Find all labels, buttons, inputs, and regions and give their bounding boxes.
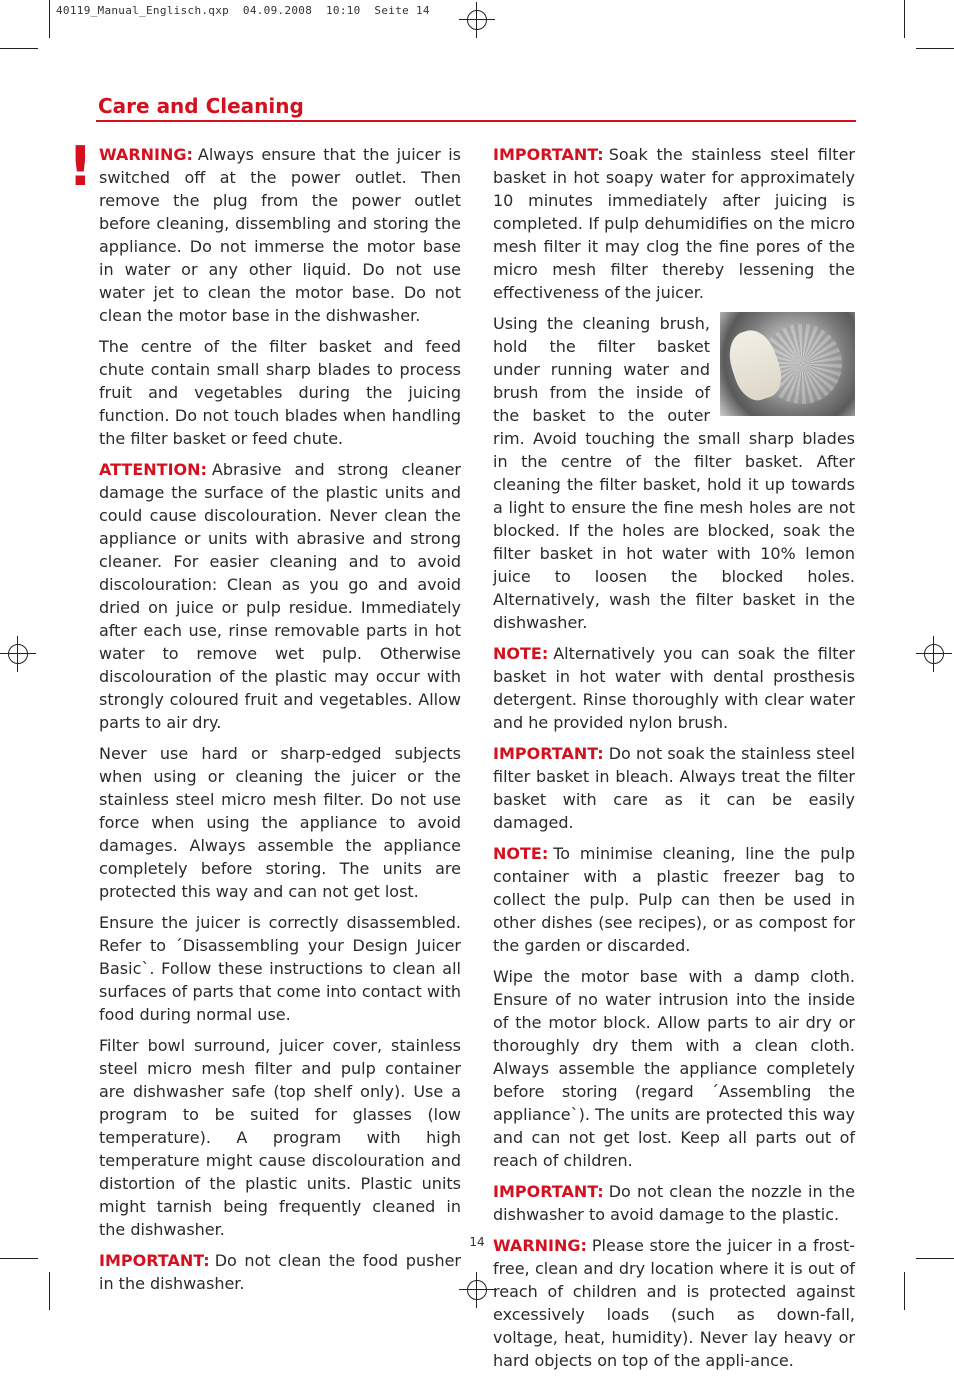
paragraph-text: Soak the stainless steel filter basket in hot soapy water for approximately 10 minutes immediately after juicing is completed. If pulp dehumidifies on the micro mesh filter it may clog the fine pores of the micro mesh filter thereby lessening the effectiveness of the juicer. (493, 145, 855, 302)
paragraph (493, 1180, 855, 1226)
title-divider (96, 120, 856, 122)
crop-mark (0, 1258, 38, 1259)
paragraph-text: Filter bowl surround, juicer cover, stainless steel micro mesh filter and pulp container are dishwasher safe (top shelf only). Use a program to be suited for glasses (low temperature). A program with high temperature might cause discolouration and distortion of the plastic units. Plastic units might tarnish being frequently cleaned in the dishwasher. (99, 1036, 461, 1239)
paragraph-text: Ensure the juicer is correctly disassembled. Refer to ´Disassembling your Design Juicer Basic`. Follow these instructions to clean all surfaces of parts that come into contact with food during normal use. (99, 913, 461, 1024)
paragraph (493, 842, 855, 957)
paragraph (493, 742, 855, 834)
registration-mark-left (0, 636, 36, 672)
paragraph (99, 742, 461, 903)
paragraph-text: Do not clean the food pusher in the dishwasher. (99, 1251, 461, 1293)
paragraph (493, 143, 855, 304)
paragraph (99, 458, 461, 734)
paragraph-text: The centre of the filter basket and feed chute contain small sharp blades to process fruit and vegetables during the juicing function. Do not touch blades when handling the filter basket or feed chute. (99, 337, 461, 448)
crop-mark (49, 1272, 50, 1310)
registration-mark-bottom (459, 1272, 495, 1308)
paragraph-text: Alternatively you can soak the filter basket in hot water with dental prosthesis detergent. Rinse thoroughly with clear water and he provided nylon brush. (493, 644, 855, 732)
paragraph (99, 335, 461, 450)
section-title: Care and Cleaning (98, 94, 304, 118)
crop-mark (0, 48, 38, 49)
paragraph-keyword: IMPORTANT: (493, 1182, 604, 1201)
right-column (493, 143, 855, 1380)
paragraph-keyword: IMPORTANT: (493, 145, 604, 164)
left-column (99, 143, 461, 1303)
crop-mark (916, 48, 954, 49)
paragraph-text: Wipe the motor base with a damp cloth. Ensure of no water intrusion into the inside of the motor block. Allow parts to air dry or thoroughly dry them with a clean cloth. Always assemble the appliance completely before storing (regard ´Assembling the appliance`). The units are protected this way and can not get lost. Keep all parts out of reach of children. (493, 967, 855, 1170)
paragraph-text: Never use hard or sharp-edged subjects when using or cleaning the juicer or the stainless steel micro mesh filter. Do not use force when using the appliance to avoid damages. Always assemble the appliance completely before storing. The units are protected this way and can not get lost. (99, 744, 461, 901)
paragraph-text: Abrasive and strong cleaner damage the surface of the plastic units and could cause discolouration. Never clean the appliance or units with abrasive and strong cleaner. For easier cleaning and to avoid discolouration: Clean as you go and avoid dried on juice or pulp residue. Immediately after each use, rinse removable parts in hot water to remove wet pulp. Otherwise discolouration of the plastic may occur with strongly coloured fruit and vegetables. Allow parts to air dry. (99, 460, 461, 732)
paragraph-text: Always ensure that the juicer is switched off at the power outlet. Then remove the plug from the power outlet before cleaning, dissembling and storing the appliance. Do not immerse the motor base in water or any other liquid. Do not use water jet to clean the motor base. Do not clean the motor base in the dishwasher. (99, 145, 461, 325)
page-number: 14 (469, 1235, 485, 1249)
paragraph (493, 642, 855, 734)
crop-mark (49, 0, 50, 38)
paragraph-keyword: NOTE: (493, 644, 549, 663)
paragraph-text: To minimise cleaning, line the pulp container with a plastic freezer bag to collect the pulp. Pulp can then be used in other dishes (see recipes), or as compost for the garden or discarded. (493, 844, 855, 955)
paragraph-keyword: WARNING: (493, 1236, 587, 1255)
filter-basket-brush-photo (720, 312, 855, 416)
paragraph-keyword: WARNING: (99, 145, 193, 164)
crop-mark (904, 1272, 905, 1310)
paragraph-text: Please store the juicer in a frost-free, clean and dry location where it is out of reach of children and is protected against excessively loads (such as down-fall, voltage, heat, humidity). Never lay heavy or hard objects on top of the appli-ance. (493, 1236, 855, 1370)
print-header: 40119_Manual_Englisch.qxp 04.09.2008 10:10 Seite 14 (56, 4, 430, 17)
paragraph-keyword: NOTE: (493, 844, 549, 863)
paragraph-keyword: ATTENTION: (99, 460, 207, 479)
exclamation-warning-icon: ! (68, 135, 93, 198)
crop-mark (916, 1258, 954, 1259)
paragraph-text: Do not clean the nozzle in the dishwasher to avoid damage to the plastic. (493, 1182, 855, 1224)
paragraph (99, 143, 461, 327)
paragraph (99, 1034, 461, 1241)
registration-mark-right (916, 636, 952, 672)
paragraph-text: Using the cleaning brush, hold the filter basket under running water and brush from the inside of the basket to the outer rim. Avoid touching the small sharp blades in the centre of the filter basket. After cleaning the filter basket, hold it up towards a light to ensure the fine mesh holes are not blocked. If the holes are blocked, soak the filter basket in hot water with 10% lemon juice to loosen the blocked holes. Alternatively, wash the filter basket in the dishwasher. (493, 314, 855, 632)
paragraph (493, 965, 855, 1172)
paragraph (493, 1234, 855, 1372)
paragraph (99, 911, 461, 1026)
paragraph-text: Do not soak the stainless steel filter basket in bleach. Always treat the filter basket with care as it can be easily damaged. (493, 744, 855, 832)
paragraph (493, 312, 855, 634)
paragraph-keyword: IMPORTANT: (99, 1251, 210, 1270)
paragraph-keyword: IMPORTANT: (493, 744, 604, 763)
crop-mark (904, 0, 905, 38)
registration-mark-top (459, 2, 495, 38)
paragraph (99, 1249, 461, 1295)
